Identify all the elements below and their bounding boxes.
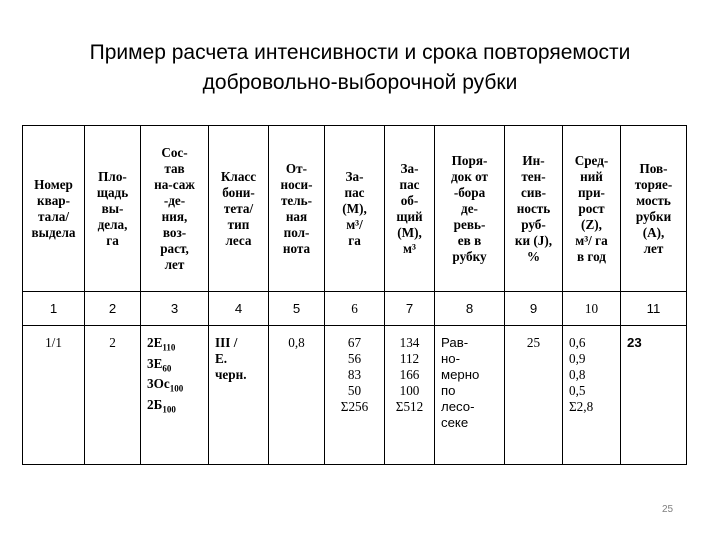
header-text-line: тен- [521,168,546,184]
cell-line: Σ2,8 [569,399,594,414]
species-age: 60 [162,363,172,374]
repeat-cell: 23 [621,326,687,465]
header-cell [269,126,325,292]
header-text-line: док от [450,168,489,184]
header-text-line: пас [344,184,365,200]
header-text-line: при- [578,184,605,200]
header-text-line: сив- [521,184,546,200]
cell-line: 166 [399,367,420,382]
stock-total-cell [385,326,435,465]
header-cell [505,126,563,292]
title-line-2: добровольно-выборочной рубки [202,71,518,94]
kvartal-cell: 1/1 [23,326,85,465]
cell-line: Е. [215,351,228,366]
header-text-line: Поря- [451,152,488,168]
felling-order-cell [435,326,505,465]
composition-cell [141,326,209,465]
header-cell [85,126,141,292]
cell-line: 0,5 [569,383,586,398]
header-text-line: га [106,232,119,248]
header-text-line: Пло- [98,168,127,184]
title-line-1: Пример расчета интенсивности и срока повторяемости [89,41,631,64]
cell-line: Рав- [441,335,469,350]
header-text-line: Ин- [522,152,545,168]
header-text-line: рубку [452,248,487,264]
column-number: 6 [325,292,385,326]
cell-line: 0,8 [569,367,586,382]
page-number: 25 [662,504,674,515]
header-text-line: лет [643,240,664,256]
header-text-line: воз- [162,224,187,240]
header-text-line: -бора [453,184,486,200]
header-text-line: (М), [342,200,367,216]
header-text-line: раст, [160,240,189,256]
cell-line: 0,9 [569,351,586,366]
header-text-line: на-саж [154,176,195,192]
header-text-line: От- [285,160,308,176]
header-text-line: нота [282,240,311,256]
header-text-line: ния, [161,208,188,224]
column-number: 5 [269,292,325,326]
header-text-line: Сос- [161,144,188,160]
header-row [23,126,687,292]
header-text-line: де- [461,200,478,216]
header-text-line: торяе- [634,176,673,192]
header-cell [209,126,269,292]
data-row [23,326,687,465]
column-number: 10 [563,292,621,326]
header-text-line: (Z), [581,216,602,232]
header-text-line: щий [396,208,423,224]
species-code: 2Е [147,335,163,350]
header-text-line: рост [578,200,605,216]
header-cell [385,126,435,292]
cell-line: 83 [347,367,362,382]
header-text-line: тип [227,216,250,232]
cell-line: 0,6 [569,335,586,350]
header-text-line: ев в [457,232,482,248]
cell-line: Σ512 [395,399,424,414]
header-text-line: ная [285,208,308,224]
column-number: 8 [435,292,505,326]
header-cell [563,126,621,292]
column-number: 1 [23,292,85,326]
column-number: 9 [505,292,563,326]
header-text-line: леса [225,232,252,248]
header-text-line: выдела [31,224,76,240]
cell-line: Σ256 [340,399,369,414]
cell-line: лесо- [441,399,475,414]
header-text-line: тель- [280,192,313,208]
slide-title [30,38,690,98]
header-text-line: тала/ [37,208,69,224]
species-age: 100 [162,404,176,415]
header-text-line: бони- [222,184,255,200]
header-text-line: квар- [36,192,71,208]
header-text-line: (А), [642,224,665,240]
species-code: 3Е [147,355,163,371]
column-number: 7 [385,292,435,326]
cell-line: 134 [399,335,420,350]
header-text-line: га [348,232,361,248]
header-text-line: вы- [101,200,124,216]
column-number: 4 [209,292,269,326]
header-text-line: руб- [521,216,546,232]
header-text-line: тета/ [223,200,254,216]
header-text-line: Номер [34,176,73,192]
density-cell: 0,8 [269,326,325,465]
header-text-line: в год [577,248,606,264]
cell-line: 67 [347,335,362,350]
header-text-line: Пов- [639,160,668,176]
column-number: 11 [621,292,687,326]
header-text-line: лет [164,256,185,272]
cell-line: мерно [441,367,480,382]
header-text-line: рубки [635,208,672,224]
species-entry [147,376,206,397]
increment-cell [563,326,621,465]
cell-line: но- [441,351,461,366]
header-text-line: мость [636,192,671,208]
cell-line: 112 [399,351,420,366]
header-text-line: об- [400,192,419,208]
header-text-line: пас [399,176,420,192]
cell-line: 100 [399,383,420,398]
header-cell [435,126,505,292]
species-entry [147,335,206,356]
header-text-line: щадь [96,184,129,200]
header-text-line: тав [164,160,185,176]
header-cell [23,126,85,292]
species-entry [147,356,206,377]
header-text-line: пол- [283,224,310,240]
column-number-row [23,292,687,326]
bonitet-cell [209,326,269,465]
column-number: 2 [85,292,141,326]
species-entry [147,397,206,418]
header-text-line: м³/ [346,216,363,232]
header-text-line: м³/ га [575,232,608,248]
calculation-table [22,125,687,465]
cell-line: черн. [215,367,247,382]
cell-line: секе [441,415,469,430]
header-cell [141,126,209,292]
area-cell: 2 [85,326,141,465]
header-cell [325,126,385,292]
header-text-line: носи- [280,176,313,192]
header-text-line: ность [516,200,551,216]
species-age: 100 [169,383,184,394]
header-text-line: -де- [163,192,186,208]
stock-per-ha-cell [325,326,385,465]
intensity-cell: 25 [505,326,563,465]
cell-line: 50 [347,383,362,398]
species-code: 2Б [147,396,163,412]
header-text-line: дела, [97,216,128,232]
species-age: 110 [162,342,176,353]
column-number: 3 [141,292,209,326]
header-text-line: За- [400,160,419,176]
cell-line: 56 [347,351,362,366]
header-text-line: ки (J), [514,232,553,248]
cell-line: по [441,383,456,398]
header-text-line: За- [345,168,364,184]
header-text-line: % [526,248,541,264]
header-text-line: ний [580,168,603,184]
species-code: 3Ос [147,376,170,392]
header-text-line: (М), [397,224,422,240]
header-text-line: Класс [220,168,257,184]
header-text-line: ревь- [453,216,486,232]
cell-line: III / [215,335,238,350]
header-text-line: м³ [403,240,416,256]
header-text-line: Сред- [574,152,609,168]
header-cell [621,126,687,292]
